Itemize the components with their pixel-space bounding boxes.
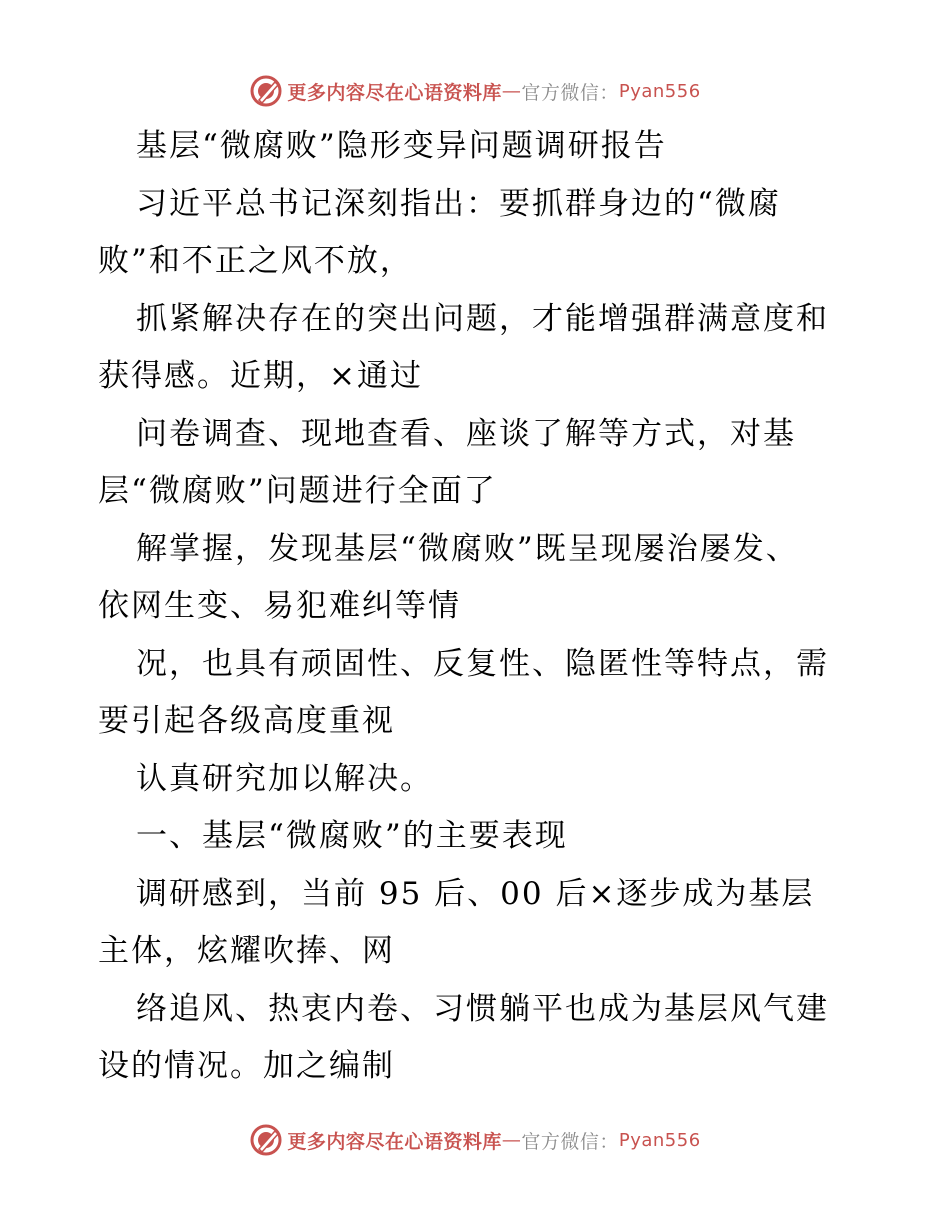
text-line: 解掌握，发现基层“微腐败”既呈现屡治屡发、: [136, 530, 799, 567]
text-line: 习近平总书记深刻指出：要抓群身边的“微腐: [136, 185, 781, 222]
pen-circle-logo-icon: [249, 1123, 283, 1157]
text-line: 层“微腐败”问题进行全面了: [98, 473, 497, 509]
text-line: 基层“微腐败”隐形变异问题调研报告: [136, 128, 667, 164]
text-line: 设的情况。加之编制: [98, 1048, 395, 1084]
text-line: 依网生变、易犯难纠等情: [98, 588, 461, 624]
watermark-main-text: 更多内容尽在心语资料库: [287, 81, 502, 104]
text-line: 络追风、热衷内卷、习惯躺平也成为基层风气建: [136, 990, 829, 1027]
watermark-separator: —: [501, 1129, 522, 1151]
text-line: 要引起各级高度重视: [98, 703, 395, 739]
watermark-separator: —: [501, 80, 522, 102]
watermark-wechat-label: 官方微信：: [521, 1130, 619, 1153]
text-line: 主体，炫耀吹捧、网: [98, 933, 395, 969]
header-watermark: [0, 71, 950, 111]
document-body: [98, 118, 858, 1096]
text-line: 况，也具有顽固性、反复性、隐匿性等特点，需: [136, 645, 829, 682]
text-line: 一、基层“微腐败”的主要表现: [136, 818, 568, 854]
watermark-wechat-id: Pyan556: [618, 1129, 701, 1151]
text-line: 败”和不正之风不放，: [98, 243, 413, 279]
footer-watermark: [0, 1120, 950, 1160]
pen-circle-logo-icon: [249, 74, 283, 108]
text-line: 调研感到，当前 95 后、00 后×逐步成为基层: [136, 875, 815, 912]
text-line: 抓紧解决存在的突出问题，才能增强群满意度和: [136, 300, 829, 337]
watermark-wechat-id: Pyan556: [618, 80, 701, 102]
watermark-wechat-label: 官方微信：: [521, 81, 619, 104]
text-line: 认真研究加以解决。: [136, 760, 433, 797]
text-line: 获得感。近期，×通过: [98, 358, 423, 394]
watermark-main-text: 更多内容尽在心语资料库: [287, 1130, 502, 1153]
text-line: 问卷调查、现地查看、座谈了解等方式，对基: [136, 415, 796, 452]
